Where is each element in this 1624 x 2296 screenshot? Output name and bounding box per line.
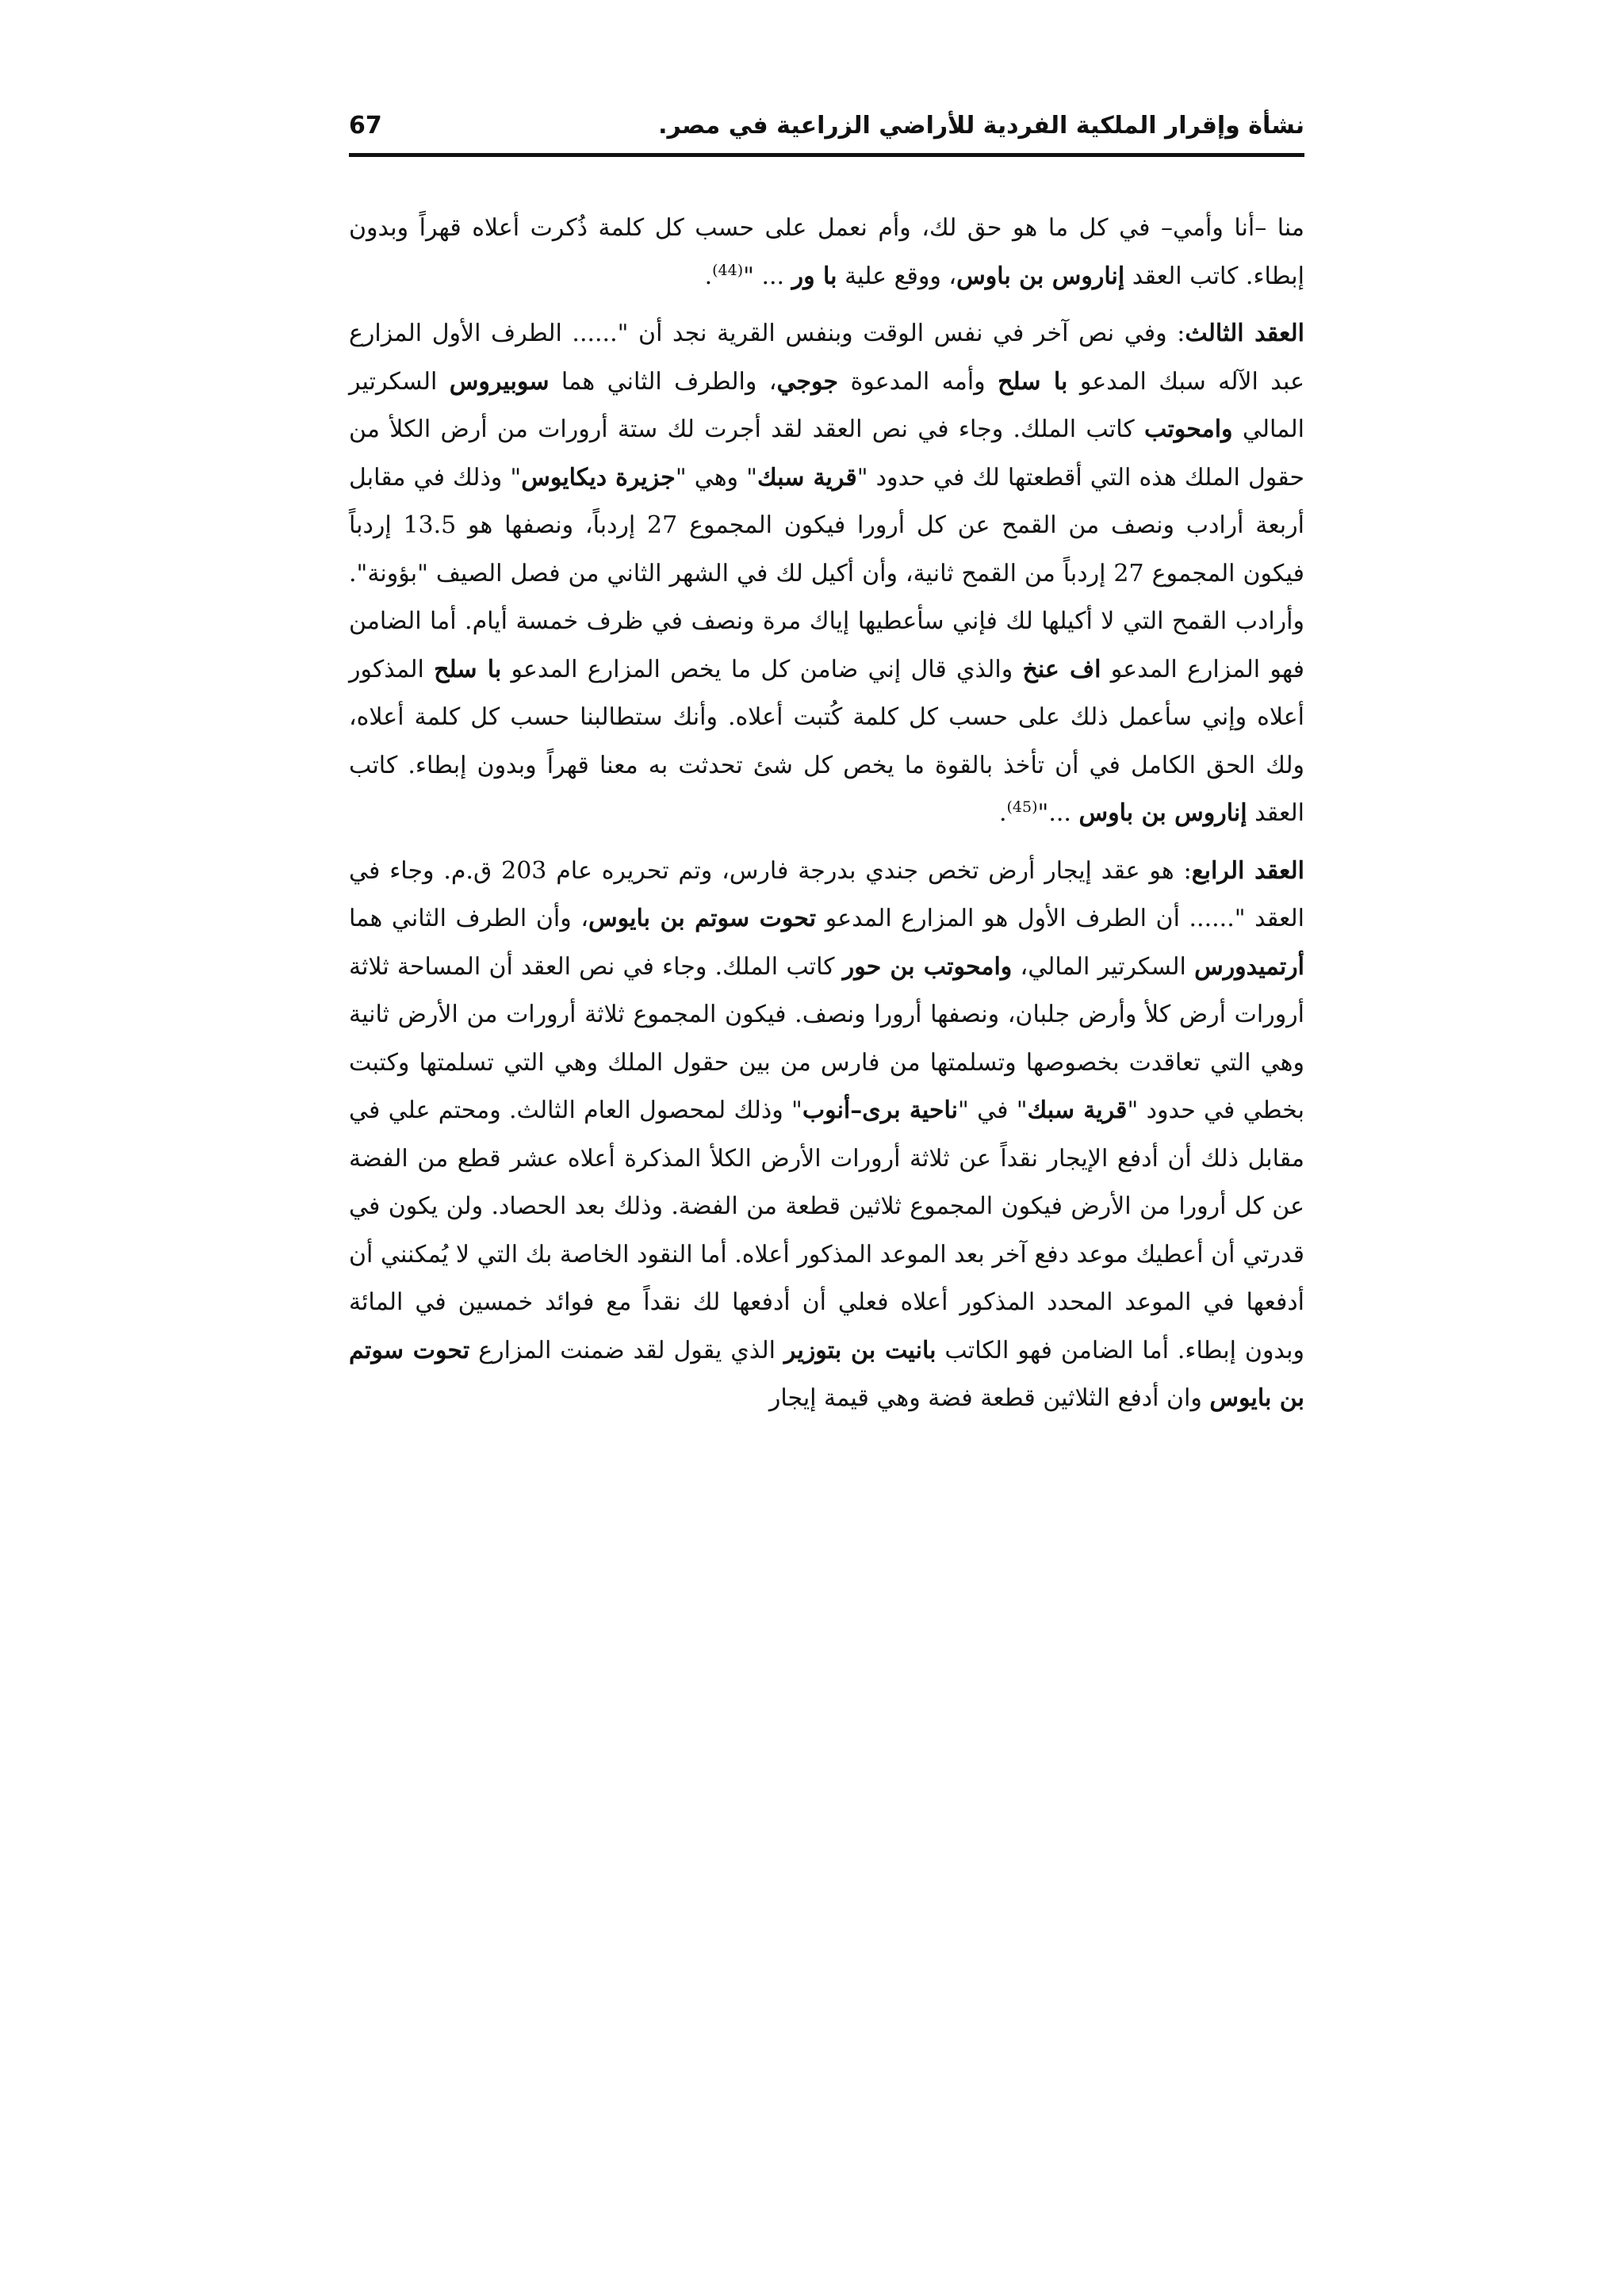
bold-name: با ور bbox=[791, 262, 837, 290]
text-run: : وفي نص آخر في نفس الوقت وبنفس القرية نجد أن "...... الطرف الأول المزارع عبد الآله سبك المدعو bbox=[349, 320, 1304, 396]
bold-name: أرتميدورس bbox=[1194, 952, 1304, 981]
text-run: ... " bbox=[743, 262, 792, 290]
bold-name: جوجي bbox=[776, 367, 839, 396]
bold-name: إناروس بن باوس bbox=[1078, 799, 1247, 827]
text-run: السكرتير المالي، bbox=[1012, 952, 1195, 981]
page-number: 67 bbox=[349, 111, 382, 140]
paragraph-third-contract bbox=[349, 310, 1304, 838]
bold-name: وامحوتب bbox=[1143, 415, 1233, 443]
footnote-ref: (45) bbox=[1006, 798, 1038, 816]
text-run: ، وأن الطرف الثاني هما bbox=[349, 905, 589, 932]
bold-name: با سلح bbox=[434, 655, 502, 683]
text-run: كاتب الملك. وجاء في نص العقد لقد أجرت لك ستة أرورات من أرض الكلأ من حقول الملك هذه التي أقطعتها لك في حدود " bbox=[349, 415, 1304, 492]
text-run: " في " bbox=[958, 1096, 1028, 1124]
bold-name: بانيت بن بتوزير bbox=[783, 1336, 936, 1364]
bold-name: وامحوتب بن حور bbox=[842, 952, 1013, 981]
text-run: " وذلك في مقابل أربعة أرادب ونصف من القمح عن كل أرورا فيكون المجموع 27 إردباً، ونصفها هو 13.5 إردباً فيكون المجموع 27 إردباً من القمح ثانية، وأن أكيل لك في الشهر الثاني من فصل الصيف "بؤونة". وأرادب القمح التي لا أكيلها لك فإني سأعطيها إياك مرة ونصف في ظرف خمسة أيام. أما الضامن فهو المزارع المدعو bbox=[349, 463, 1305, 683]
text-run: وأمه المدعوة bbox=[838, 367, 998, 396]
text-run: " وذلك لمحصول العام الثالث. ومحتم علي في مقابل ذلك أن أدفع الإيجار نقداً عن ثلاثة أرورات الأرض الكلأ المذكرة أعلاه عشر قطع من الفضة عن كل أرورا من الأرض فيكون المجموع ثلاثين قطعة من الفضة. وذلك بعد الحصاد. ولن يكون في قدرتي أن أعطيك موعد دفع آخر بعد الموعد المذكور أعلاه. أما النقود الخاصة بك التي لا يُمكنني أن أدفعها في الموعد المحدد المذكور أعلاه فعلي أن أدفعها لك نقداً مع فوائد خمسين في المائة وبدون إبطاء. أما الضامن فهو الكاتب bbox=[349, 1096, 1305, 1364]
text-run: : هو عقد إيجار أرض تخص جندي بدرجة فارس، وتم تحريره عام 203 ق.م. وجاء في العقد "...... أن الطرف الأول هو المزارع المدعو bbox=[349, 856, 1304, 932]
text-run: " وهي " bbox=[675, 463, 757, 492]
bold-name: العقد الثالث bbox=[1185, 320, 1304, 347]
bold-name: العقد الرابع bbox=[1191, 856, 1304, 885]
bold-name: اف عنخ bbox=[1022, 655, 1101, 683]
text-run: الذي يقول لقد ضمنت المزارع bbox=[469, 1336, 784, 1364]
text-run: السكرتير المالي bbox=[349, 367, 1304, 443]
bold-name: قرية سبك bbox=[1027, 1096, 1128, 1124]
bold-name: تحوت سوتم بن بايوس bbox=[349, 1336, 1304, 1412]
text-run: ، والطرف الثاني هما bbox=[549, 367, 777, 396]
bold-name: ناحية برى–أنوب bbox=[802, 1096, 959, 1124]
text-run: وان أدفع الثلاثين قطعة فضة وهي قيمة إيجار bbox=[768, 1384, 1210, 1412]
running-header bbox=[349, 101, 1304, 149]
header-rule bbox=[349, 153, 1304, 157]
bold-name: با سلح bbox=[998, 367, 1068, 396]
text-run: . bbox=[998, 799, 1007, 827]
text-run: كاتب الملك. وجاء في نص العقد أن المساحة ثلاثة أرورات أرض كلأ وأرض جلبان، ونصفها أرورا ونصف. فيكون المجموع ثلاثة أرورات من الأرض ثانية وهي التي تعاقدت بخصوصها وتسلمتها من فارس من بين حقول الملك وهي التي تسلمتها وكتبت بخطي في حدود " bbox=[349, 952, 1304, 1124]
bold-name: إناروس بن باوس bbox=[956, 262, 1125, 290]
running-title: نشأة وإقرار الملكية الفردية للأراضي الزراعية في مصر. bbox=[658, 111, 1304, 140]
body-text bbox=[349, 205, 1304, 1433]
text-run: المذكور أعلاه وإني سأعمل ذلك على حسب كل كلمة كُتبت أعلاه. وأنك ستطالبنا حسب كل كلمة أعلاه، ولك الحق الكامل في أن تأخذ بالقوة ما يخص كل شئ تحدثت به معنا قهراً وبدون إبطاء. كاتب العقد bbox=[349, 655, 1304, 827]
paragraph-contract-2-ending bbox=[349, 205, 1304, 300]
text-run: منا –أنا وأمي– في كل ما هو حق لك، وأم نعمل على حسب كل كلمة ذُكرت أعلاه قهراً وبدون إبطاء. كاتب العقد bbox=[349, 214, 1304, 290]
text-run: ..." bbox=[1037, 799, 1079, 827]
bold-name: تحوت سوتم بن بايوس bbox=[588, 905, 817, 932]
bold-name: سوبيروس bbox=[449, 367, 550, 396]
paragraph-fourth-contract bbox=[349, 848, 1304, 1423]
bold-name: جزيرة ديكايوس bbox=[521, 463, 676, 492]
text-run: ، ووقع علية bbox=[837, 262, 957, 290]
footnote-ref: (44) bbox=[712, 261, 744, 279]
bold-name: قرية سبك bbox=[756, 463, 857, 492]
text-run: والذي قال إني ضامن كل ما يخص المزارع المدعو bbox=[501, 655, 1023, 683]
text-run: . bbox=[704, 262, 713, 290]
